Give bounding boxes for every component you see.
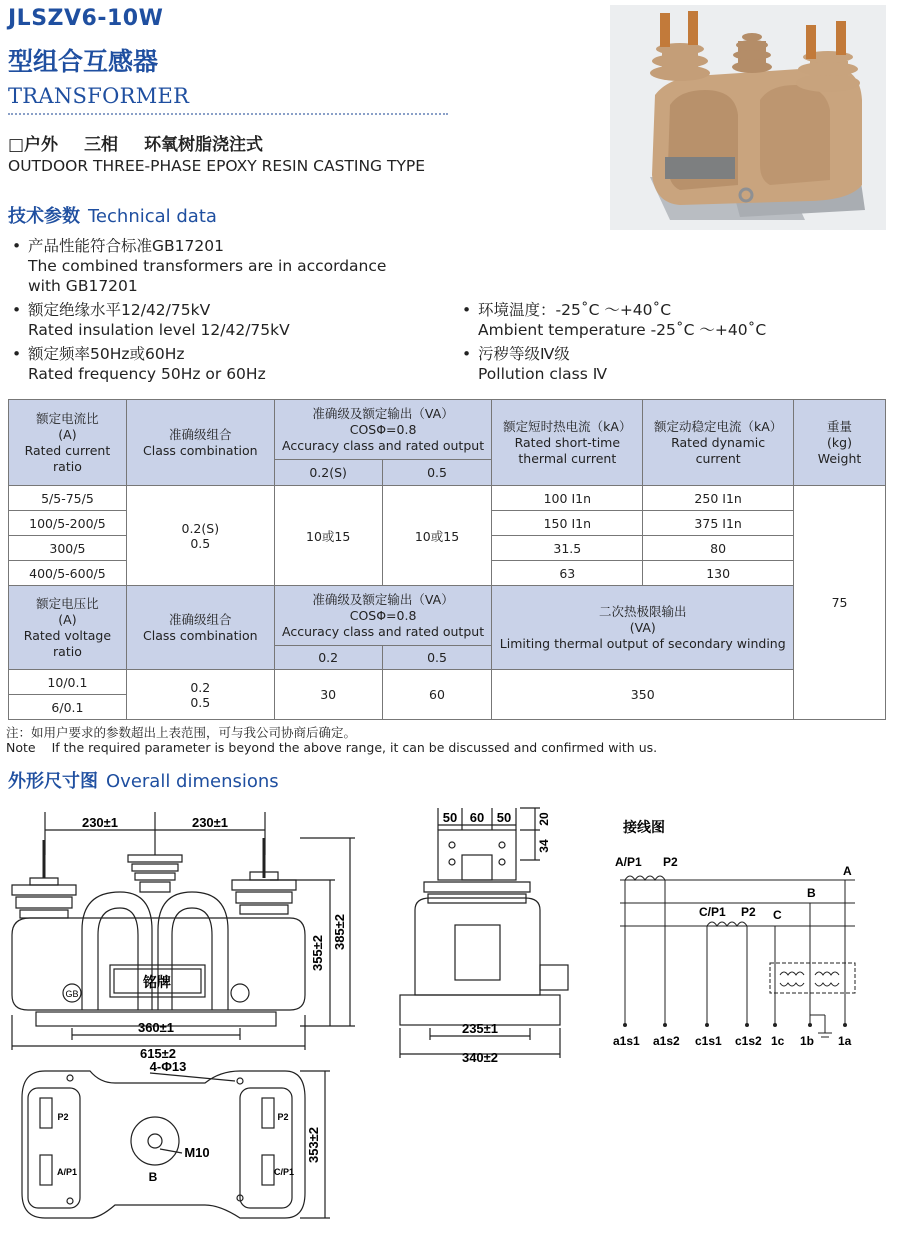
- left-p1-label: A/P1: [56, 1167, 78, 1177]
- spec-temperature-cn: 环境温度：-25˚C ～+40˚C: [478, 301, 672, 319]
- product-photo: [610, 5, 886, 230]
- voltage-acc2-cell: 60: [382, 670, 492, 720]
- dim-height-2: 385±2: [332, 913, 347, 951]
- bottom-height-label: 353±2: [306, 1126, 321, 1164]
- spec-frequency-en: Rated frequency 50Hz or 60Hz: [28, 365, 266, 383]
- title-divider: [8, 113, 448, 115]
- wiring-label-a: A: [843, 864, 852, 878]
- terminal-c1s2: c1s2: [735, 1034, 762, 1048]
- english-title: TRANSFORMER: [8, 84, 190, 108]
- short-time-cell: 31.5: [492, 536, 643, 561]
- spec-standard-en-1: The combined transformers are in accordance: [28, 257, 387, 275]
- bottom-view-drawing: [0, 1053, 345, 1237]
- spec-pollution-en: Pollution class Ⅳ: [478, 365, 608, 383]
- terminal-a1s1: a1s1: [613, 1034, 640, 1048]
- side-dim-v2: 34: [537, 839, 551, 853]
- wiring-diagram: [595, 815, 880, 1055]
- note-label: Note: [6, 740, 36, 755]
- spec-item-frequency: • 额定频率50Hz或60Hz Rated frequency 50Hz or 60Hz: [12, 345, 266, 383]
- table-row: [9, 670, 886, 695]
- type-chinese: [8, 130, 289, 155]
- note-chinese: 注：如用户要求的参数超出上表范围，可与我公司协商后确定。: [6, 725, 357, 740]
- dim-inner-width: 360±1: [137, 1020, 175, 1035]
- voltage-ratio-cell: 10/0.1: [9, 670, 127, 695]
- spec-standard-en-2: with GB17201: [28, 277, 138, 295]
- header-class-combination: 准确级组合 Class combination: [126, 400, 274, 486]
- left-p2-label: P2: [57, 1112, 69, 1122]
- front-view-drawing: [0, 800, 370, 1060]
- wiring-label-b: B: [807, 886, 816, 900]
- header-voltage-acc-05: 0.5: [382, 646, 492, 670]
- spec-table: [8, 399, 886, 720]
- header-accuracy: 准确级及额定输出（VA） COSΦ=0.8 Accuracy class and rated output: [274, 400, 492, 460]
- table-row: [9, 486, 886, 511]
- wiring-label-p2-mid: P2: [741, 905, 756, 919]
- type-outdoor: □户外: [8, 135, 59, 155]
- current-ratio-cell: 300/5: [9, 536, 127, 561]
- ground-marker: GB: [65, 989, 79, 999]
- spec-temperature-en: Ambient temperature -25˚C ～+40˚C: [478, 321, 767, 339]
- side-dim-total: 340±2: [461, 1050, 499, 1065]
- weight-cell: 75: [794, 486, 886, 720]
- short-time-cell: 63: [492, 561, 643, 586]
- wiring-label-c-p1: C/P1: [699, 905, 726, 919]
- current-combo-cell: 0.2(S) 0.5: [126, 486, 274, 586]
- technical-section-title: [8, 202, 217, 228]
- terminal-1c: 1c: [771, 1034, 785, 1048]
- spec-item-temperature: • 环境温度：-25˚C ～+40˚C Ambient temperature -25˚C ～+40˚C: [462, 301, 767, 339]
- spec-item-standard: • 产品性能符合标准GB17201 The combined transformers are in accordance with GB17201: [12, 237, 387, 295]
- header-weight: 重量 (kg) Weight: [794, 400, 886, 486]
- technical-title-en: Technical data: [88, 206, 217, 227]
- spec-standard-cn: 产品性能符合标准GB17201: [28, 237, 224, 255]
- type-english: OUTDOOR THREE-PHASE EPOXY RESIN CASTING TYPE: [8, 157, 426, 175]
- header-thermal-output: 二次热极限输出 (VA) Limiting thermal output of secondary winding: [492, 586, 794, 670]
- spec-insulation-cn: 额定绝缘水平12/42/75kV: [28, 301, 211, 319]
- side-dim-inner: 235±1: [461, 1021, 499, 1036]
- spec-frequency-cn: 额定频率50Hz或60Hz: [28, 345, 185, 363]
- holes-label: 4-Φ13: [149, 1059, 187, 1074]
- side-dim-3: 50: [496, 810, 512, 825]
- right-p2-label: P2: [277, 1112, 289, 1122]
- wiring-title: 接线图: [623, 819, 665, 835]
- voltage-acc1-cell: 30: [274, 670, 382, 720]
- current-acc1-cell: 10或15: [274, 486, 382, 586]
- dynamic-cell: 250 I1n: [643, 486, 794, 511]
- short-time-cell: 100 I1n: [492, 486, 643, 511]
- header-voltage-ratio: 额定电压比 (A) Rated voltage ratio: [9, 586, 127, 670]
- side-view-drawing: [390, 800, 580, 1065]
- spec-pollution-cn: 污秽等级Ⅳ级: [478, 345, 570, 363]
- dimensions-title-cn: 外形尺寸图: [8, 771, 98, 792]
- dim-top-right: 230±1: [191, 815, 229, 830]
- spec-item-pollution: • 污秽等级Ⅳ级 Pollution class Ⅳ: [462, 345, 608, 383]
- dim-total-width: 615±2: [139, 1046, 177, 1060]
- terminal-a1s2: a1s2: [653, 1034, 680, 1048]
- terminal-c1s1: c1s1: [695, 1034, 722, 1048]
- current-ratio-cell: 100/5-200/5: [9, 511, 127, 536]
- spec-item-insulation: • 额定绝缘水平12/42/75kV Rated insulation level 12/42/75kV: [12, 301, 290, 339]
- voltage-thermal-cell: 350: [492, 670, 794, 720]
- spec-insulation-en: Rated insulation level 12/42/75kV: [28, 321, 290, 339]
- note-english-line: [6, 740, 657, 755]
- current-acc2-cell: 10或15: [382, 486, 492, 586]
- voltage-combo-cell: 0.2 0.5: [126, 670, 274, 720]
- dynamic-cell: 80: [643, 536, 794, 561]
- header-short-time-current: 额定短时热电流（kA） Rated short-time thermal current: [492, 400, 643, 486]
- type-epoxy: 环氧树脂浇注式: [144, 135, 264, 155]
- chinese-title: 型组合互感器: [8, 47, 159, 76]
- wiring-label-a-p1: A/P1: [615, 855, 642, 869]
- side-dim-v1: 20: [537, 812, 551, 826]
- dynamic-cell: 130: [643, 561, 794, 586]
- dimensions-section-title: [8, 767, 279, 793]
- bolt-label: M10: [184, 1145, 210, 1160]
- nameplate-label: 铭牌: [143, 974, 171, 990]
- dynamic-cell: 375 I1n: [643, 511, 794, 536]
- type-three-phase: 三相: [84, 135, 119, 155]
- voltage-ratio-cell: 6/0.1: [9, 695, 127, 720]
- wiring-label-c: C: [773, 908, 782, 922]
- current-ratio-cell: 5/5-75/5: [9, 486, 127, 511]
- header-voltage-combination: 准确级组合 Class combination: [126, 586, 274, 670]
- header-accuracy-05: 0.5: [382, 460, 492, 486]
- right-p1-label: C/P1: [273, 1167, 295, 1177]
- technical-title-cn: 技术参数: [8, 206, 80, 227]
- header-voltage-accuracy: 准确级及额定输出（VA） COSΦ=0.8 Accuracy class and rated output: [274, 586, 492, 646]
- terminal-1b: 1b: [800, 1034, 815, 1048]
- current-ratio-cell: 400/5-600/5: [9, 561, 127, 586]
- short-time-cell: 150 I1n: [492, 511, 643, 536]
- wiring-label-p2-top: P2: [663, 855, 678, 869]
- header-voltage-acc-02: 0.2: [274, 646, 382, 670]
- dim-top-left: 230±1: [81, 815, 119, 830]
- bottom-b-label: B: [148, 1170, 158, 1184]
- dimensions-title-en: Overall dimensions: [106, 771, 279, 792]
- model-number: JLSZV6-10W: [8, 6, 164, 31]
- note-english: If the required parameter is beyond the above range, it can be discussed and confirmed with us.: [51, 740, 658, 755]
- side-dim-1: 50: [442, 810, 458, 825]
- side-dim-2: 60: [469, 810, 485, 825]
- terminal-1a: 1a: [838, 1034, 852, 1048]
- header-current-ratio: 额定电流比 (A) Rated current ratio: [9, 400, 127, 486]
- header-accuracy-02s: 0.2(S): [274, 460, 382, 486]
- header-dynamic-current: 额定动稳定电流（kA） Rated dynamic current: [643, 400, 794, 486]
- dim-height-1: 355±2: [310, 934, 325, 972]
